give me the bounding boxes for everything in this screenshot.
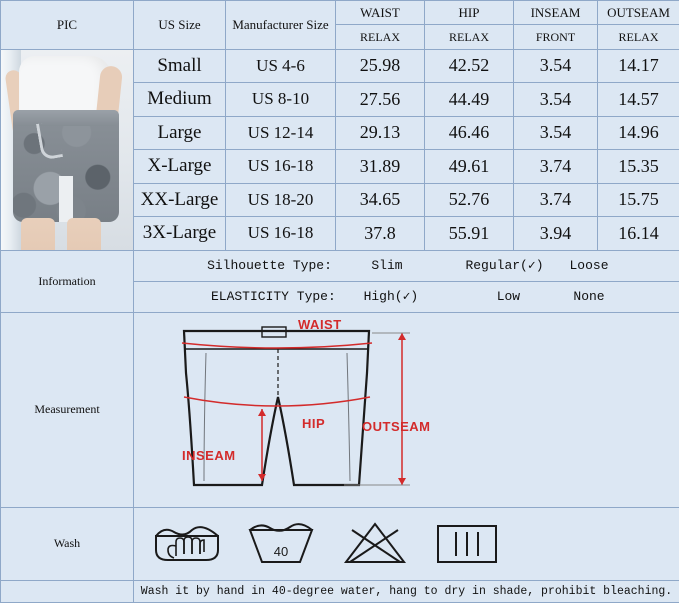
dry-in-shade-icon	[438, 526, 496, 562]
header-hip-sub: RELAX	[425, 25, 514, 49]
row-manufacturer-size: US 12-14	[226, 116, 336, 150]
silhouette-label: Silhouette Type:	[207, 258, 332, 274]
row-inseam: 3.74	[514, 183, 598, 217]
row-waist: 31.89	[336, 150, 425, 184]
silhouette-option-slim: Slim	[371, 258, 403, 274]
header-outseam-sub: RELAX	[598, 25, 679, 49]
row-inseam: 3.54	[514, 49, 598, 83]
row-hip: 49.61	[425, 150, 514, 184]
information-silhouette-row	[134, 250, 679, 281]
row-waist: 29.13	[336, 116, 425, 150]
do-not-bleach-icon	[346, 524, 404, 562]
row-outseam: 16.14	[598, 217, 679, 251]
product-photo	[1, 49, 134, 250]
elasticity-option-none: None	[573, 289, 605, 305]
row-waist: 25.98	[336, 49, 425, 83]
row-size: XX-Large	[134, 183, 226, 217]
row-hip: 42.52	[425, 49, 514, 83]
silhouette-option-loose: Loose	[569, 258, 609, 274]
wash-care-symbols	[134, 508, 679, 574]
wash-instruction-spacer	[1, 580, 134, 602]
row-hip: 52.76	[425, 183, 514, 217]
label-waist: WAIST	[298, 316, 342, 332]
hand-wash-icon	[156, 527, 218, 560]
wash-instruction-text: Wash it by hand in 40-degree water, hang to dry in shade, prohibit bleaching.	[134, 580, 679, 602]
svg-text:40: 40	[273, 543, 289, 559]
row-waist: 34.65	[336, 183, 425, 217]
row-outseam: 14.96	[598, 116, 679, 150]
row-outseam: 15.35	[598, 150, 679, 184]
label-hip: HIP	[302, 415, 326, 431]
model-right-leg	[67, 218, 101, 250]
model-wearing-shorts-image	[1, 50, 133, 250]
label-inseam: INSEAM	[182, 447, 236, 463]
row-size: X-Large	[134, 150, 226, 184]
header-manufacturer-size: Manufacturer Size	[226, 1, 336, 50]
row-inseam: 3.54	[514, 83, 598, 117]
camo-shorts	[13, 110, 119, 222]
header-waist: WAIST	[336, 1, 425, 25]
row-manufacturer-size: US 16-18	[226, 150, 336, 184]
header-us-size: US Size	[134, 1, 226, 50]
shorts-measurement-drawing	[134, 313, 679, 503]
header-inseam-sub: FRONT	[514, 25, 598, 49]
header-inseam: INSEAM	[514, 1, 598, 25]
label-outseam: OUTSEAM	[362, 418, 431, 434]
header-pic: PIC	[1, 1, 134, 50]
row-size: Large	[134, 116, 226, 150]
measurement-diagram	[134, 312, 679, 507]
row-manufacturer-size: US 16-18	[226, 217, 336, 251]
elasticity-option-low: Low	[496, 289, 521, 305]
row-size: Small	[134, 49, 226, 83]
shorts-waistband	[13, 110, 119, 126]
section-label-wash: Wash	[1, 507, 134, 580]
row-inseam: 3.54	[514, 116, 598, 150]
header-outseam: OUTSEAM	[598, 1, 679, 25]
wash-icons-cell	[134, 507, 679, 580]
row-inseam: 3.74	[514, 150, 598, 184]
row-hip: 46.46	[425, 116, 514, 150]
row-size: Medium	[134, 83, 226, 117]
row-inseam: 3.94	[514, 217, 598, 251]
row-manufacturer-size: US 18-20	[226, 183, 336, 217]
elasticity-label: ELASTICITY Type:	[210, 289, 336, 305]
row-outseam: 15.75	[598, 183, 679, 217]
section-label-information: Information	[1, 250, 134, 312]
section-label-measurement: Measurement	[1, 312, 134, 507]
row-waist: 27.56	[336, 83, 425, 117]
silhouette-option-regular: Regular(✓)	[465, 258, 544, 274]
row-outseam: 14.17	[598, 49, 679, 83]
header-waist-sub: RELAX	[336, 25, 425, 49]
row-waist: 37.8	[336, 217, 425, 251]
header-hip: HIP	[425, 1, 514, 25]
row-manufacturer-size: US 8-10	[226, 83, 336, 117]
row-manufacturer-size: US 4-6	[226, 49, 336, 83]
model-left-leg	[21, 218, 55, 250]
wash-40-degree-icon	[250, 524, 312, 562]
row-outseam: 14.57	[598, 83, 679, 117]
row-size: 3X-Large	[134, 217, 226, 251]
elasticity-option-high: High(✓)	[363, 289, 419, 305]
information-elasticity-row	[134, 282, 679, 312]
row-hip: 44.49	[425, 83, 514, 117]
row-hip: 55.91	[425, 217, 514, 251]
